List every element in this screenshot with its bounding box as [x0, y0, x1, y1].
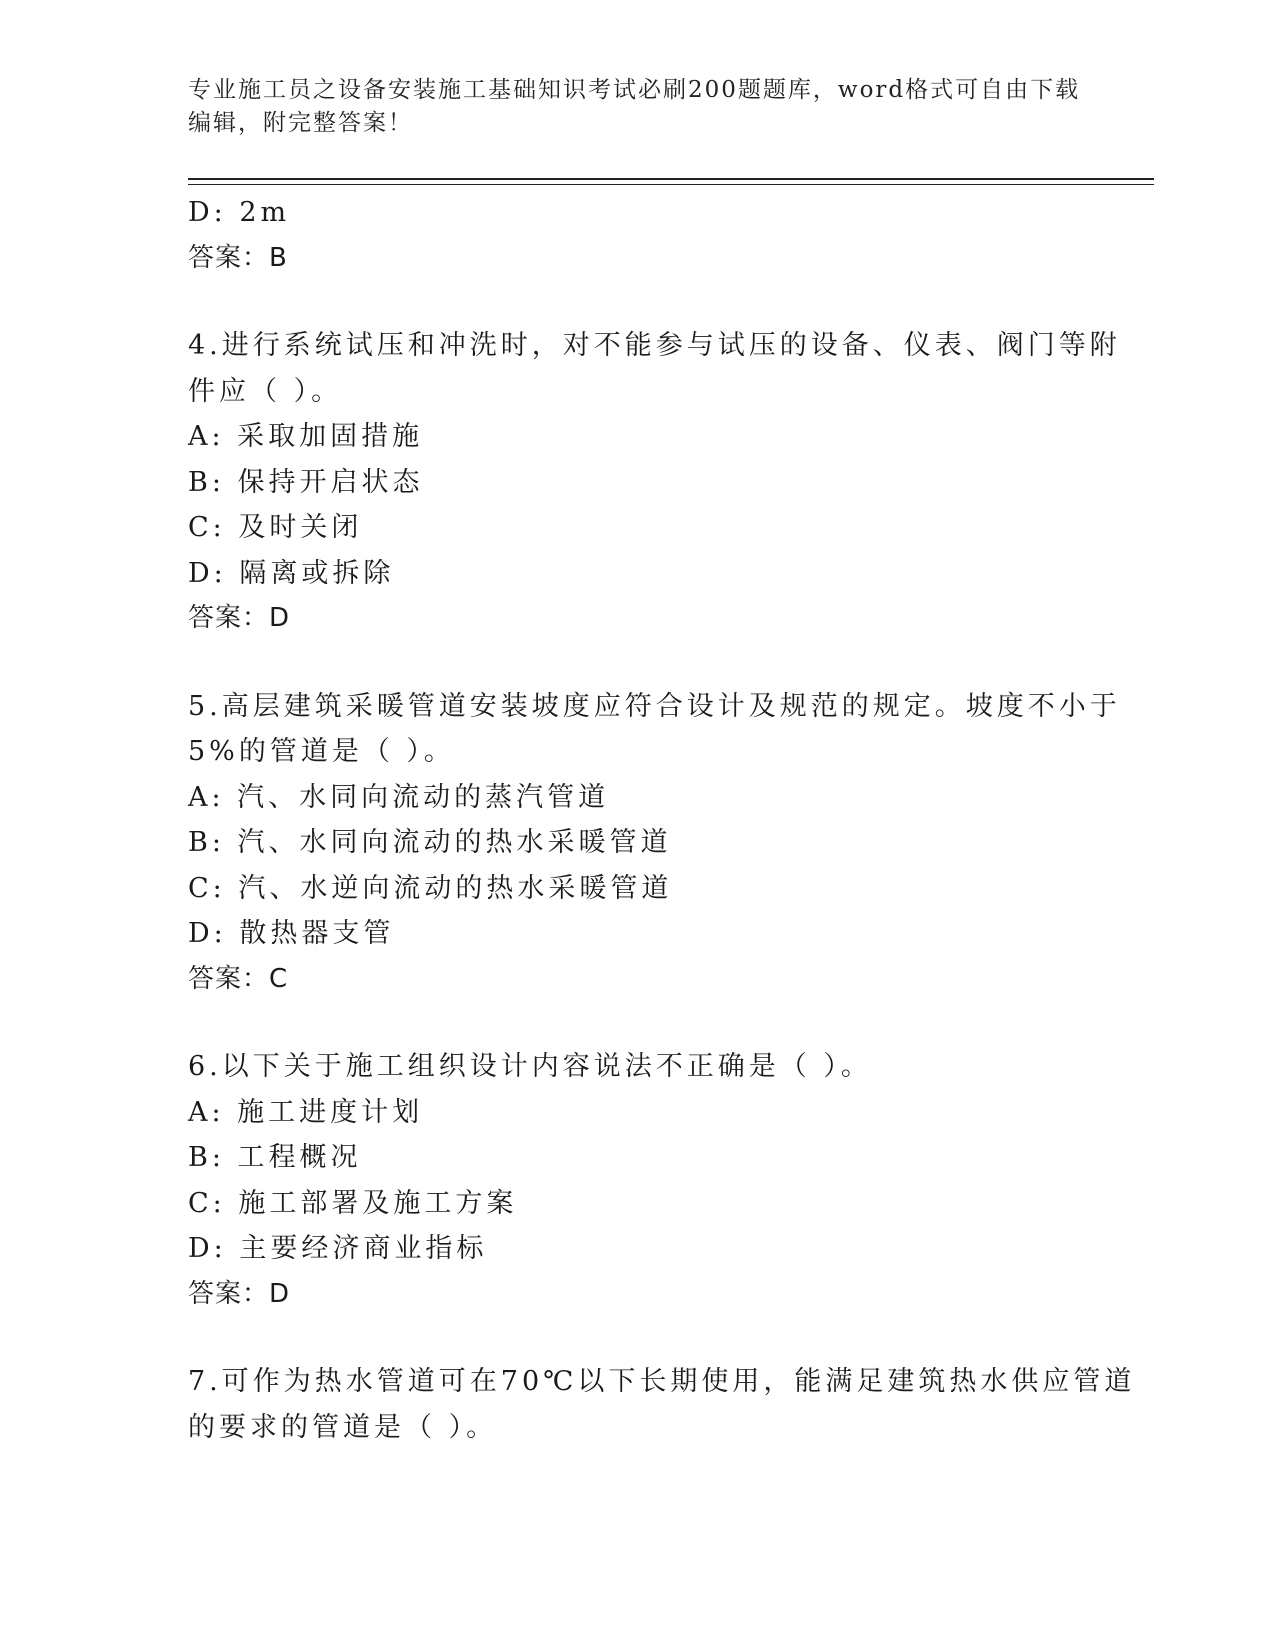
option-d: D: 2m — [188, 197, 291, 228]
answer-line: 答案：D — [188, 603, 291, 633]
option-c: C: 及时关闭 — [188, 512, 363, 543]
question-stem-line-1: 7.可作为热水管道可在70℃以下长期使用，能满足建筑热水供应管道 — [188, 1366, 1136, 1397]
question-stem-line-1: 6.以下关于施工组织设计内容说法不正确是（ ）。 — [188, 1051, 872, 1082]
question-stem-line-2: 件应（ ）。 — [188, 375, 343, 407]
option-a: A: 施工进度计划 — [188, 1096, 424, 1128]
option-d: D: 隔离或拆除 — [188, 557, 395, 589]
question-list — [188, 190, 1136, 1450]
option-d: D: 主要经济商业指标 — [188, 1233, 488, 1264]
option-b: B: 工程概况 — [188, 1142, 362, 1173]
question-stem-line-2: 的要求的管道是（ ）。 — [188, 1411, 498, 1443]
answer-line: 答案：C — [188, 963, 289, 994]
question-7 — [188, 1359, 1136, 1450]
question-6 — [188, 1044, 1088, 1317]
question-4 — [188, 323, 1121, 642]
header-divider-thin — [188, 184, 1154, 185]
question-stem-line-1: 4.进行系统试压和冲洗时，对不能参与试压的设备、仪表、阀门等附 — [188, 330, 1121, 361]
option-b: B: 保持开启状态 — [188, 466, 424, 498]
answer-line: 答案：B — [188, 242, 288, 273]
option-b: B: 汽、水同向流动的热水采暖管道 — [188, 827, 672, 858]
header-title-line-2: 编辑，附完整答案！ — [188, 110, 413, 136]
option-d: D: 散热器支管 — [188, 918, 395, 949]
header-divider-thick — [188, 178, 1154, 180]
question-5 — [188, 684, 1121, 1003]
question-stem-line-2: 5%的管道是（ ）。 — [188, 736, 455, 767]
question-stem-line-1: 5.高层建筑采暖管道安装坡度应符合设计及规范的规定。坡度不小于 — [188, 690, 1121, 722]
answer-line: 答案：D — [188, 1278, 291, 1309]
question-3-tail — [188, 190, 1088, 281]
option-c: C: 汽、水逆向流动的热水采暖管道 — [188, 872, 673, 904]
option-c: C: 施工部署及施工方案 — [188, 1187, 518, 1219]
page-header — [188, 74, 1088, 140]
header-title-line-1: 专业施工员之设备安装施工基础知识考试必刷200题题库，word格式可自由下载 — [188, 77, 1081, 103]
option-a: A: 采取加固措施 — [188, 421, 424, 452]
option-a: A: 汽、水同向流动的蒸汽管道 — [188, 781, 610, 813]
